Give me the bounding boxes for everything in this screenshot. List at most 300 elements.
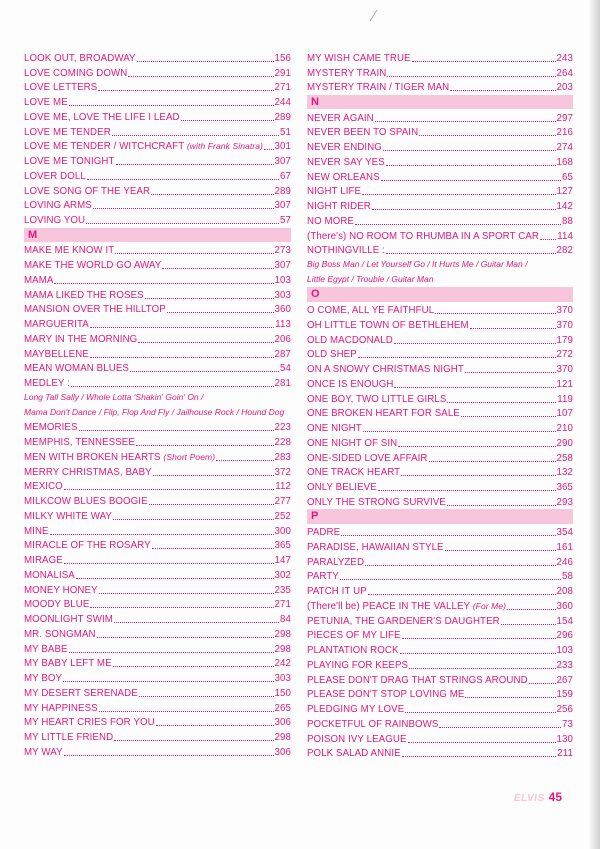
entry-title: ONE BROKEN HEART FOR SALE <box>307 408 460 420</box>
entry-page: 271 <box>274 82 291 94</box>
entry-page: 274 <box>556 142 573 153</box>
leader-dots <box>264 149 274 150</box>
entry-title-group <box>307 675 528 687</box>
entry-title: OLD MACDONALD <box>307 334 393 346</box>
entry-title-group <box>24 422 78 434</box>
entry-title-group <box>307 364 464 376</box>
entry-page: 271 <box>274 599 291 611</box>
entry-title-group <box>24 97 68 109</box>
entry-page: 306 <box>274 746 291 758</box>
index-entry <box>24 139 291 154</box>
leader-dots <box>408 742 556 743</box>
entry-page: 289 <box>274 111 291 123</box>
entry-title: POISON IVY LEAGUE <box>307 733 407 745</box>
entry-page: 154 <box>556 615 573 627</box>
entry-title-group <box>24 629 96 641</box>
index-entry <box>307 657 573 672</box>
entry-page: 57 <box>280 215 291 226</box>
leader-dots <box>115 253 273 254</box>
entry-title-group <box>307 527 340 539</box>
leader-dots <box>152 548 274 549</box>
entry-title: MEN WITH BROKEN HEARTS <box>24 451 161 463</box>
entry-title-group <box>24 200 92 212</box>
leader-dots <box>429 461 556 462</box>
leader-dots <box>447 402 556 403</box>
leader-dots <box>398 446 555 447</box>
entry-title: PARTY <box>307 571 339 583</box>
entry-title: OLD SHEP <box>307 349 357 361</box>
entry-title: MEMORIES <box>24 422 78 434</box>
entry-title: MYSTERY TRAIN <box>307 67 387 79</box>
leader-dots <box>69 105 274 106</box>
index-entry <box>24 302 291 317</box>
index-entry <box>24 729 291 744</box>
entry-title-group <box>307 704 404 716</box>
entry-page: 307 <box>274 200 291 212</box>
entry-page: 298 <box>274 732 291 743</box>
entry-title-group <box>24 363 129 375</box>
leader-dots <box>400 653 556 654</box>
leader-dots <box>386 165 556 166</box>
leader-dots <box>362 194 555 195</box>
index-entry <box>307 184 573 199</box>
index-entry <box>307 347 573 362</box>
entry-title-group <box>307 231 539 243</box>
entry-page: 365 <box>274 540 291 552</box>
entry-title-group <box>307 142 382 154</box>
entry-title: LOVE ME, LOVE THE LIFE I LEAD <box>24 111 180 123</box>
entry-title: LOOK OUT, BROADWAY <box>24 52 136 64</box>
entry-page: 206 <box>274 333 291 345</box>
leader-dots <box>156 725 274 726</box>
entry-title: LOVE ME <box>24 97 68 108</box>
entry-title-group <box>24 290 144 302</box>
entry-page: 281 <box>274 378 291 389</box>
section-letter-m: M <box>24 228 291 243</box>
index-entry <box>307 746 573 761</box>
index-entry <box>307 376 573 391</box>
leader-dots <box>394 387 555 388</box>
index-entry <box>307 213 573 228</box>
entry-title: NIGHT LIFE <box>307 186 362 198</box>
entry-title-group <box>307 335 393 347</box>
index-entry <box>24 656 291 671</box>
index-entry <box>307 361 573 376</box>
entry-page: 273 <box>274 245 291 257</box>
entry-page: 113 <box>275 319 291 330</box>
index-entry <box>24 257 291 272</box>
leader-dots <box>90 327 274 328</box>
entry-title: MAKE ME KNOW IT <box>24 245 115 257</box>
leader-dots <box>145 298 274 299</box>
entry-page: 372 <box>274 466 291 478</box>
leader-dots <box>64 489 274 490</box>
entry-page: 203 <box>556 82 573 94</box>
index-entry <box>24 700 291 715</box>
entry-title: MOODY BLUE <box>24 599 90 611</box>
entry-title: MOONLIGHT SWIM <box>24 614 113 625</box>
entry-page: 290 <box>556 437 573 449</box>
leader-dots <box>130 371 279 372</box>
entry-page: 233 <box>556 659 573 671</box>
index-entry <box>307 139 573 154</box>
entry-page: 159 <box>556 689 573 701</box>
entry-title-group <box>307 719 438 731</box>
entry-title-group <box>307 68 386 80</box>
index-entry <box>24 508 291 523</box>
index-entry <box>24 168 291 183</box>
page-edge <box>590 0 600 849</box>
entry-page: 252 <box>274 510 291 522</box>
leader-dots <box>167 312 274 313</box>
leader-dots <box>470 328 556 329</box>
leader-dots <box>341 535 555 536</box>
entry-title-group <box>307 245 385 257</box>
entry-page: 258 <box>556 452 573 464</box>
leader-dots <box>128 76 273 77</box>
entry-title: NEVER AGAIN <box>307 112 374 124</box>
entry-title: PATCH IT UP <box>307 586 367 597</box>
entry-page: 297 <box>556 112 573 124</box>
entry-title: MERRY CHRISTMAS, BABY <box>24 466 152 478</box>
index-entry <box>307 65 573 80</box>
entry-page: 370 <box>556 364 573 375</box>
index-column-right <box>307 50 573 760</box>
index-entry <box>24 538 291 553</box>
entry-title: OH LITTLE TOWN OF BETHLEHEM <box>307 319 469 331</box>
index-entry <box>307 110 573 125</box>
entry-page: 107 <box>556 408 573 420</box>
entry-page: 360 <box>274 304 291 316</box>
leader-dots <box>98 90 273 91</box>
entry-page: 142 <box>556 201 573 212</box>
entry-page: 277 <box>274 496 291 507</box>
entry-title-group <box>24 245 114 257</box>
entry-title: LOVE COMING DOWN <box>24 67 128 79</box>
entry-page: 211 <box>557 748 573 760</box>
entry-title: ONLY THE STRONG SURVIVE <box>307 496 446 508</box>
leader-dots <box>97 637 274 638</box>
leader-dots <box>435 313 555 314</box>
entry-title-group <box>307 349 357 361</box>
entry-page: 370 <box>556 305 573 316</box>
entry-title: MAYBELLENE <box>24 348 89 360</box>
entry-title: PLEASE DON'T DRAG THAT STRINGS AROUND <box>307 674 528 686</box>
entry-title-group <box>24 526 49 538</box>
leader-dots <box>153 475 274 476</box>
entry-title: NEVER BEEN TO SPAIN <box>307 127 419 139</box>
entry-title: MY HEART CRIES FOR YOU <box>24 717 155 729</box>
entry-title-group <box>307 186 361 198</box>
leader-dots <box>419 135 555 136</box>
index-entry <box>307 524 573 539</box>
index-entry <box>24 94 291 109</box>
entry-title: PIECES OF MY LIFE <box>307 630 401 642</box>
entry-title-group <box>24 437 135 449</box>
leader-dots <box>116 164 274 165</box>
entry-title-group <box>24 599 89 611</box>
entry-page: 235 <box>274 584 291 596</box>
index-entry <box>24 50 291 65</box>
entry-page: 302 <box>274 569 291 581</box>
footer-brand: ELVIS <box>513 793 545 804</box>
index-entry <box>24 80 291 95</box>
entry-title: LOVE SONG OF THE YEAR <box>24 185 151 197</box>
index-entry <box>307 154 573 169</box>
entry-title: MARGUERITA <box>24 319 89 330</box>
index-entry <box>307 672 573 687</box>
entry-title: MIRACLE OF THE ROSARY <box>24 540 151 552</box>
index-entry <box>307 569 573 584</box>
entry-title: ONE TRACK HEART <box>307 467 401 479</box>
entry-title: ON A SNOWY CHRISTMAS NIGHT <box>307 364 464 375</box>
entry-page: 298 <box>274 628 291 640</box>
leader-dots <box>465 372 556 373</box>
entry-title: MEDLEY : <box>24 378 70 389</box>
entry-title: NO MORE <box>307 215 354 227</box>
entry-page: 267 <box>556 674 573 686</box>
index-entry <box>24 109 291 124</box>
leader-dots <box>540 239 556 240</box>
index-entry <box>24 626 291 641</box>
entry-title-group <box>24 717 155 729</box>
entry-page: 264 <box>556 67 573 79</box>
entry-title: POLK SALAD ANNIE <box>307 748 401 760</box>
entry-title: MR. SONGMAN <box>24 628 96 640</box>
entry-title: MY LITTLE FRIEND <box>24 732 114 743</box>
entry-title: LOVER DOLL <box>24 170 86 182</box>
entry-title: MARY IN THE MORNING <box>24 333 138 345</box>
leader-dots <box>507 609 555 610</box>
entry-title: PADRE <box>307 527 341 538</box>
entry-title-group <box>307 157 385 169</box>
leader-dots <box>501 624 556 625</box>
leader-dots <box>71 386 274 387</box>
leader-dots <box>113 666 274 667</box>
entry-page: 360 <box>556 600 573 612</box>
leader-dots <box>375 121 556 122</box>
entry-page: 307 <box>274 260 291 271</box>
leader-dots <box>358 357 556 358</box>
entry-title-group <box>24 732 113 744</box>
entry-title-group <box>24 334 137 346</box>
leader-dots <box>138 342 273 343</box>
entry-title: NEW ORLEANS <box>307 171 380 183</box>
entry-title-group <box>307 53 411 65</box>
entry-title: ONE NIGHT OF SIN <box>307 437 398 449</box>
entry-title: MAMA LIKED THE ROSES <box>24 289 144 301</box>
entry-title-group <box>307 571 339 583</box>
entry-title: MANSION OVER THE HILLTOP <box>24 304 166 316</box>
medley-song-list: Long Tall Sally / Whole Lotta 'Shakin' Goin' On / <box>24 392 204 402</box>
index-entry <box>24 744 291 759</box>
entry-title: LOVE ME TENDER / WITCHCRAFT <box>24 141 185 153</box>
entry-page: 103 <box>556 645 573 656</box>
entry-title-group <box>24 747 63 759</box>
entry-title: MEXICO <box>24 481 63 493</box>
leader-dots <box>64 755 274 756</box>
leader-dots <box>90 357 274 358</box>
entry-title: MEAN WOMAN BLUES <box>24 363 129 375</box>
index-entry <box>24 272 291 287</box>
entry-page: 291 <box>274 67 291 79</box>
entry-page: 84 <box>280 614 291 625</box>
entry-title: ONCE IS ENOUGH <box>307 378 394 390</box>
entry-title: MY WISH CAME TRUE <box>307 52 411 64</box>
leader-dots <box>93 208 274 209</box>
entry-title-group <box>307 734 407 746</box>
entry-page: 54 <box>280 363 291 375</box>
entry-page: 365 <box>556 482 573 493</box>
medley-song-list: Mama Don't Dance / Flip, Flop And Fly / Jailhouse Rock / Hound Dog <box>24 406 285 417</box>
index-entry <box>24 493 291 508</box>
leader-dots <box>162 268 273 269</box>
entry-page: 114 <box>557 230 573 242</box>
entry-title-group <box>24 496 148 508</box>
entry-title-group <box>24 215 85 227</box>
entry-title-group <box>307 216 354 228</box>
entry-title: MEMPHIS, TENNESSEE <box>24 437 135 448</box>
entry-title-group <box>307 453 428 465</box>
entry-title: MINE <box>24 525 49 537</box>
medley-song-list: Little Egypt / Trouble / Guitar Man <box>307 274 434 284</box>
leader-dots <box>465 697 555 698</box>
entry-page: 296 <box>556 630 573 642</box>
entry-page: 287 <box>274 348 291 360</box>
entry-title-group <box>307 600 506 613</box>
entry-page: 208 <box>556 586 573 597</box>
index-entry <box>307 435 573 450</box>
entry-title-group <box>24 511 112 523</box>
entry-title: NO ROOM TO RHUMBA IN A SPORT CAR <box>349 230 539 242</box>
leader-dots <box>387 76 555 77</box>
entry-title-group <box>24 540 151 552</box>
entry-page: 58 <box>562 571 573 583</box>
entry-title: PLEASE DON'T STOP LOVING ME <box>307 689 465 701</box>
entry-title-group <box>24 585 98 597</box>
entry-title-group <box>307 201 371 213</box>
leader-dots <box>99 711 274 712</box>
index-entry <box>24 715 291 730</box>
entry-page: 289 <box>274 185 291 197</box>
entry-page: 168 <box>556 156 573 168</box>
leader-dots <box>113 519 274 520</box>
index-entry <box>307 583 573 598</box>
index-entry <box>307 243 573 258</box>
entry-page: 65 <box>562 171 573 183</box>
entry-title: LOVING YOU <box>24 215 86 226</box>
leader-dots <box>402 756 557 757</box>
index-entry <box>24 582 291 597</box>
entry-title-group <box>307 630 401 642</box>
entry-title-group <box>307 542 444 554</box>
entry-title-group <box>24 467 152 479</box>
entry-title-group <box>24 644 68 656</box>
index-entry <box>24 287 291 302</box>
leader-dots <box>63 681 273 682</box>
entry-page: 301 <box>274 141 291 153</box>
leader-dots <box>79 430 274 431</box>
leader-dots <box>372 209 556 210</box>
leader-dots <box>112 135 279 136</box>
leader-dots <box>368 594 556 595</box>
entry-page: 130 <box>556 733 573 745</box>
index-entry <box>307 628 573 643</box>
index-entry <box>24 212 291 227</box>
entry-page: 283 <box>274 451 291 463</box>
entry-title: LOVE ME TONIGHT <box>24 156 115 167</box>
leader-dots <box>139 696 274 697</box>
entry-title-group <box>24 349 89 361</box>
entry-title: MYSTERY TRAIN / TIGER MAN <box>307 82 450 94</box>
entry-page: 370 <box>556 319 573 331</box>
entry-page: 112 <box>275 481 291 493</box>
index-entry <box>24 523 291 538</box>
leader-dots <box>181 120 274 121</box>
index-entry <box>24 479 291 494</box>
entry-page: 256 <box>556 704 573 715</box>
index-entry <box>307 642 573 657</box>
index-entry <box>24 434 291 449</box>
entry-title-group <box>24 614 113 626</box>
index-entry <box>24 670 291 685</box>
index-entry <box>24 611 291 626</box>
entry-page: 179 <box>556 334 573 346</box>
entry-title-group <box>307 660 408 672</box>
index-entry <box>24 641 291 656</box>
leader-dots <box>76 578 274 579</box>
entry-title: MY HAPPINESS <box>24 702 98 714</box>
entry-title-group <box>307 689 464 701</box>
page-footer <box>514 790 562 804</box>
entry-title-group <box>307 586 367 598</box>
entry-title: ONE NIGHT <box>307 423 362 434</box>
entry-title-group <box>307 172 380 184</box>
index-entry <box>24 375 291 390</box>
entry-title-group <box>307 379 393 391</box>
index-entry <box>24 331 291 346</box>
scuff-mark <box>368 8 380 22</box>
index-entry <box>24 153 291 168</box>
leader-dots <box>50 534 274 535</box>
index-entry <box>307 317 573 332</box>
entry-title: MY BABY LEFT ME <box>24 658 112 670</box>
entry-title-group <box>24 378 70 390</box>
index-entry <box>307 731 573 746</box>
index-entry <box>24 361 291 376</box>
section-letter-p: P <box>307 509 573 524</box>
index-entry <box>307 332 573 347</box>
leader-dots <box>363 431 556 432</box>
leader-dots <box>151 194 273 195</box>
index-entry <box>307 169 573 184</box>
entry-title: MY WAY <box>24 746 63 758</box>
entry-page: 303 <box>274 289 291 301</box>
entry-title-group <box>24 304 166 316</box>
entry-title-group <box>307 497 446 509</box>
index-column-left <box>24 50 291 759</box>
entry-page: 103 <box>274 274 291 286</box>
entry-title-group <box>307 467 400 479</box>
index-entry <box>24 597 291 612</box>
entry-title: MONEY HONEY <box>24 584 98 596</box>
entry-page: 307 <box>274 156 291 167</box>
entry-page: 223 <box>274 422 291 434</box>
leader-dots <box>412 61 556 62</box>
entry-page: 298 <box>274 643 291 655</box>
entry-title: PLANTATION ROCK <box>307 645 399 656</box>
index-entry <box>307 465 573 480</box>
